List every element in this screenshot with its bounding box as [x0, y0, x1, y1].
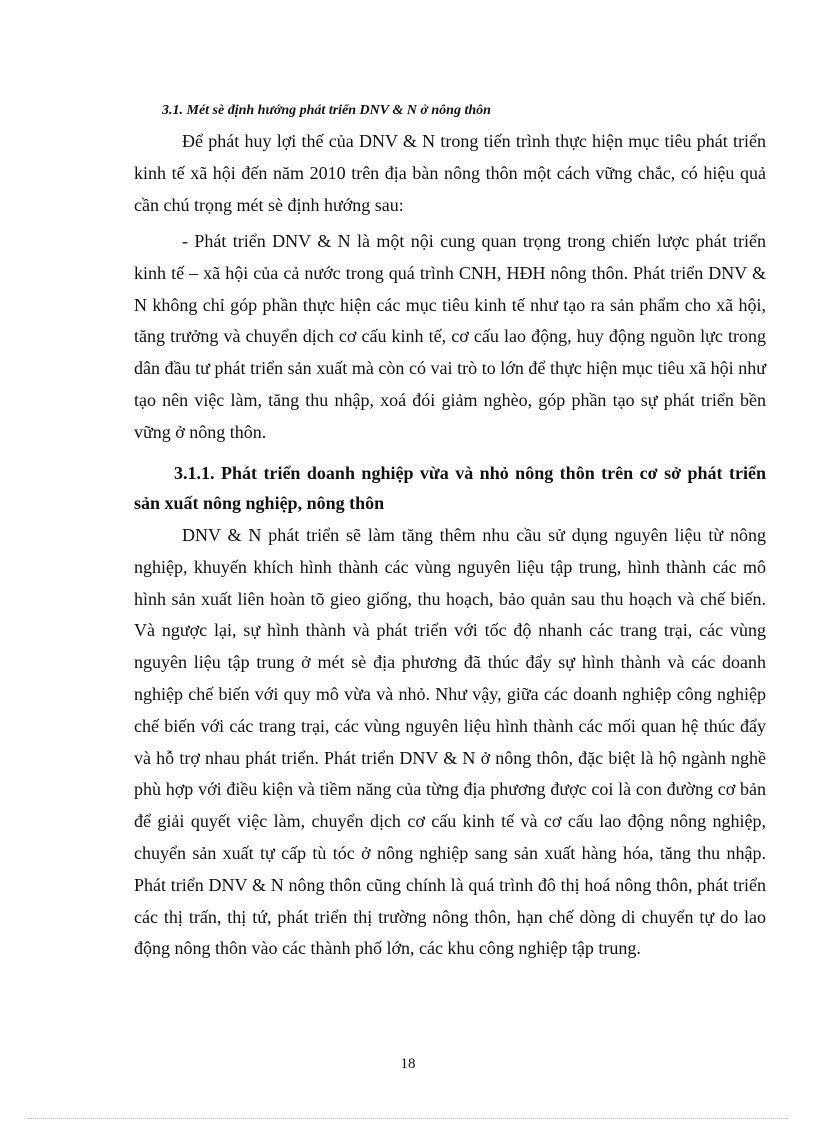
footer-divider: [28, 1118, 788, 1119]
paragraph-agriculture: DNV & N phát triển sẽ làm tăng thêm nhu cầu sử dụng nguyên liệu từ nông nghiệp, khuyến khích hình thành các vùng nguyên liệu tập trung, hình thành các mô hình sản xuất liên hoàn tõ gieo giống, thu hoạch, bảo quản sau thu hoạch và chế biến. Và ngược lại, sự hình thành và phát triển với tốc độ nhanh các trang trại, các vùng nguyên liệu tập trung ở mét sè địa phương đã thúc đẩy sự hình thành và các doanh nghiệp chế biến với quy mô vừa và nhỏ. Như vậy, giữa các doanh nghiệp công nghiệp chế biến với các trang trại, các vùng nguyên liệu hình thành các mối quan hệ thúc đẩy và hỗ trợ nhau phát triển. Phát triển DNV & N ở nông thôn, đặc biệt là hộ ngành nghề phù hợp với điều kiện và tiềm năng của từng địa phương được coi là con đường cơ bản để giải quyết việc làm, chuyển dịch cơ cấu kinh tế và cơ cấu lao động nông nghiệp, chuyển sản xuất tự cấp tù tóc ở nông nghiệp sang sản xuất hàng hóa, tăng thu nhập. Phát triển DNV & N nông thôn cũng chính là quá trình đô thị hoá nông thôn, phát triển các thị trấn, thị tứ, phát triển thị trường nông thôn, hạn chế dòng di chuyển tự do lao động nông thôn vào các thành phố lớn, các khu công nghiệp tập trung.: [134, 525, 766, 959]
subsection-heading: 3.1.1. Phát triển doanh nghiệp vừa và nhỏ nông thôn trên cơ sở phát triển sản xuất nông nghiệp, nông thôn: [134, 463, 766, 513]
paragraph-intro: Để phát huy lợi thế của DNV & N trong tiến trình thực hiện mục tiêu phát triển kinh tế xã hội đến năm 2010 trên địa bàn nông thôn một cách vững chắc, có hiệu quả cần chú trọng mét sè định hướng sau:: [134, 131, 766, 215]
section-heading: 3.1. Mét sè định hướng phát triển DNV & N ở nông thôn: [162, 103, 491, 118]
paragraph-development: - Phát triển DNV & N là một nội cung quan trọng trong chiến lược phát triển kinh tế – xã hội của cả nước trong quá trình CNH, HĐH nông thôn. Phát triển DNV & N không chỉ góp phần thực hiện các mục tiêu kinh tế như tạo ra sản phẩm cho xã hội, tăng trưởng và chuyển dịch cơ cấu kinh tế, cơ cấu lao động, huy động nguồn lực trong dân đầu tư phát triển sản xuất mà còn có vai trò to lớn để thực hiện mục tiêu xã hội như tạo nên việc làm, tăng thu nhập, xoá đói giảm nghèo, góp phần tạo sự phát triển bền vững ở nông thôn.: [134, 231, 766, 442]
page-number: 18: [400, 1056, 416, 1072]
